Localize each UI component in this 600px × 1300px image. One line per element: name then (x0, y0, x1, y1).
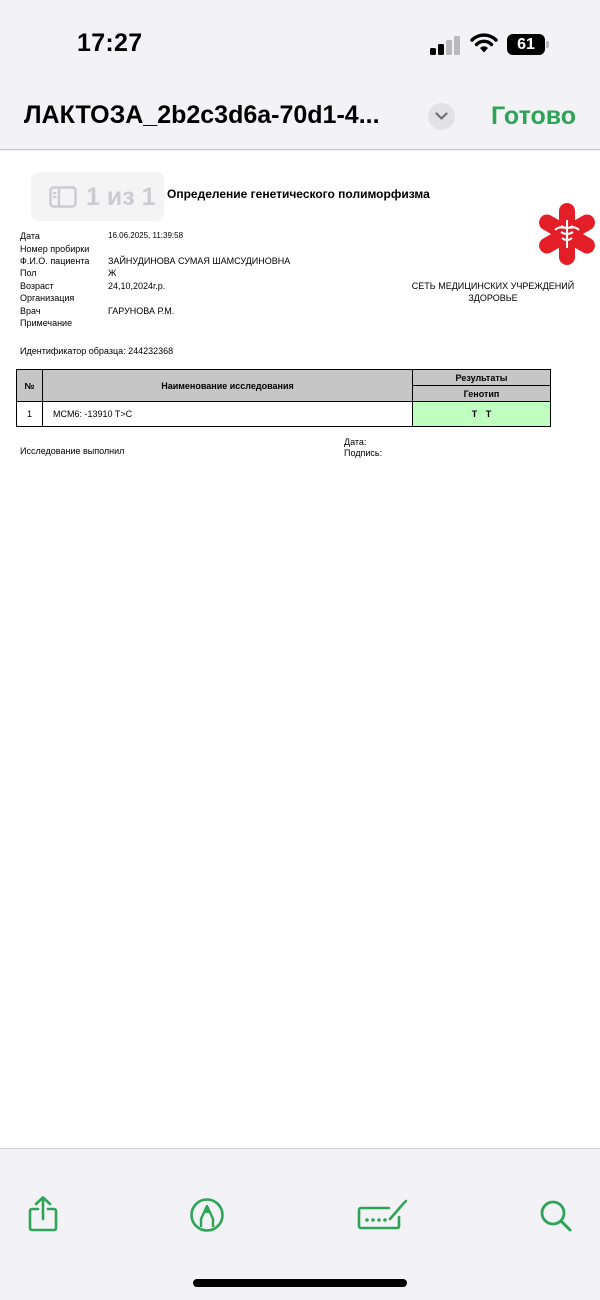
table-row (17, 402, 551, 427)
field-label-age: Возраст (20, 281, 54, 291)
share-icon[interactable] (27, 1195, 59, 1233)
page-indicator (31, 172, 164, 221)
column-header-genotype: Генотип (413, 386, 551, 402)
search-icon[interactable] (539, 1199, 573, 1233)
row-number: 1 (17, 402, 43, 427)
field-label-date: Дата (20, 231, 40, 241)
field-label-patient-name: Ф.И.О. пациента (20, 256, 90, 266)
page-indicator-text: 1 из 1 (86, 183, 156, 211)
row-test-name: MCM6: -13910 T>C (43, 402, 413, 427)
medical-star-logo-icon (536, 201, 598, 267)
chevron-down-icon[interactable] (428, 103, 455, 130)
home-indicator[interactable] (193, 1279, 407, 1287)
field-label-note: Примечание (20, 318, 73, 328)
signal-icon (430, 33, 460, 55)
done-button[interactable]: Готово (491, 102, 577, 130)
markup-icon[interactable] (189, 1197, 225, 1233)
column-header-number: № (17, 370, 43, 402)
sample-id: Идентификатор образца: 244232368 (20, 346, 174, 356)
row-genotype: T T (413, 402, 551, 427)
performed-by-label: Исследование выполнил (20, 446, 125, 456)
field-value-patient-name: ЗАЙНУДИНОВА СУМАЯ ШАМСУДИНОВНА (108, 256, 291, 266)
bottom-toolbar (0, 1148, 600, 1300)
signature-label: Подпись: (344, 448, 383, 458)
column-header-results: Результаты (413, 370, 551, 386)
field-value-doctor: ГАРУНОВА Р.М. (108, 306, 175, 316)
column-header-test-name: Наименование исследования (43, 370, 413, 402)
document-page[interactable] (0, 151, 600, 1148)
field-value-age: 24,10,2024г.р. (108, 281, 166, 291)
field-label-sex: Пол (20, 268, 37, 278)
field-label-tube-number: Номер пробирки (20, 244, 90, 254)
document-heading: Определение генетического полиморфизма (167, 187, 430, 201)
navigation-bar (0, 88, 600, 150)
battery-level: 61 (507, 34, 545, 55)
fill-sign-icon[interactable] (357, 1199, 407, 1231)
document-title[interactable]: ЛАКТОЗА_2b2c3d6a-70d1-4... (24, 101, 380, 129)
wifi-icon (470, 32, 498, 54)
field-label-organization: Организация (20, 293, 75, 303)
sidebar-icon (49, 186, 77, 208)
field-value-date: 16.06.2025, 11:39:58 (108, 231, 184, 240)
results-table (16, 369, 551, 427)
field-label-doctor: Врач (20, 306, 41, 316)
field-value-sex: Ж (108, 268, 117, 278)
date-label: Дата: (344, 437, 367, 447)
status-bar (0, 0, 600, 88)
status-time: 17:27 (77, 29, 143, 57)
battery-icon (507, 34, 549, 55)
organization-name: СЕТЬ МЕДИЦИНСКИХ УЧРЕЖДЕНИЙ ЗДОРОВЬЕ (411, 281, 575, 303)
